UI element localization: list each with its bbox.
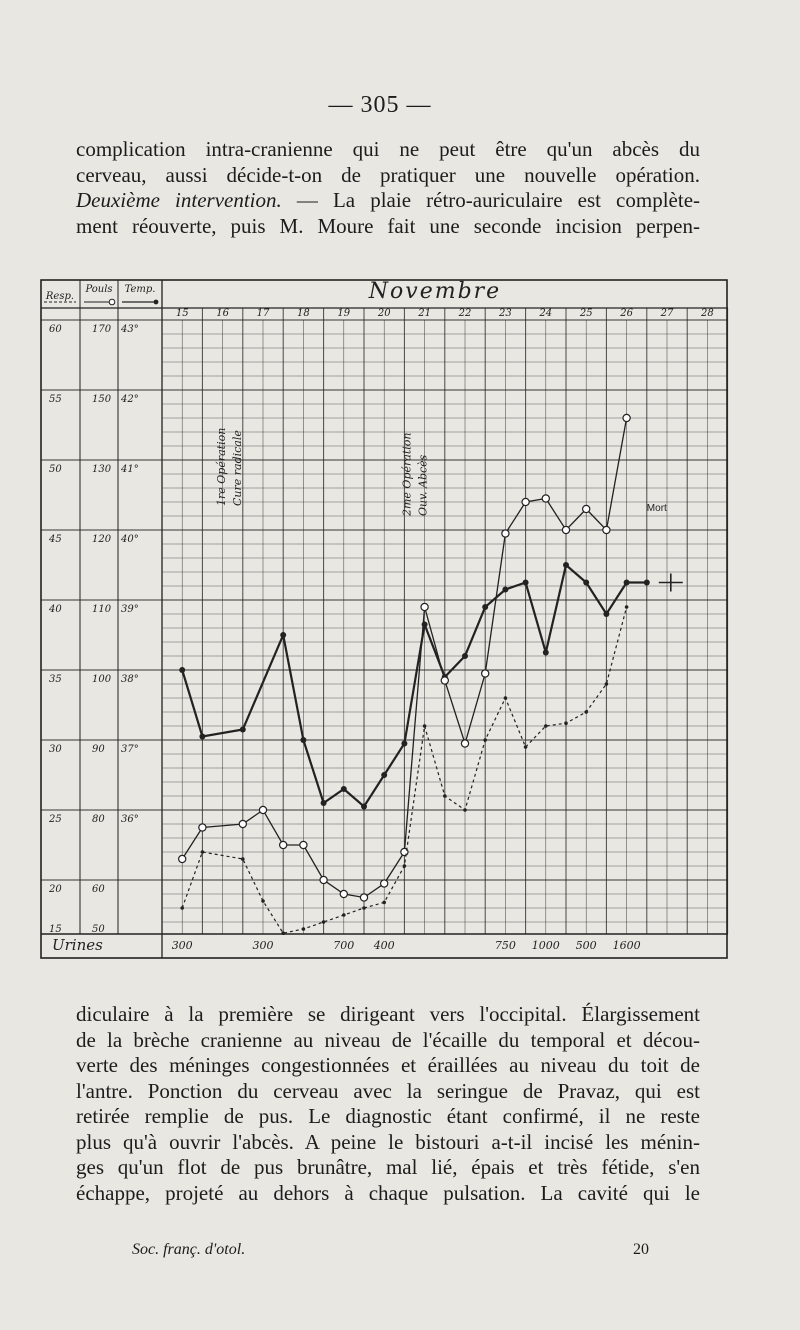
pouls-tick-label: 100 [92,674,112,685]
day-label: 27 [660,308,674,319]
footer-signature-number: 20 [633,1241,649,1258]
resp-point [201,850,205,854]
pouls-tick-label: 90 [92,744,105,755]
temp-point [381,772,387,778]
resp-tick-label: 50 [49,464,62,475]
resp-point [423,724,427,728]
resp-point [625,605,629,609]
pouls-point [542,495,549,502]
chart-headers [44,279,714,319]
resp-tick-label: 25 [49,814,62,825]
pouls-point [280,841,287,848]
resp-point [382,901,386,905]
pouls-tick-label: 150 [92,394,112,405]
paragraph-line: diculaire à la première se dirigeant vers l'occipital. Élargissement [76,1002,700,1026]
pouls-point [381,880,388,887]
urines-value: 300 [252,939,274,952]
section-heading: Deuxième intervention. [76,188,282,212]
pouls-point [562,526,569,533]
urines-value: 1000 [531,939,560,952]
day-label: 26 [620,308,633,319]
day-label: 15 [175,308,189,319]
pouls-tick-label: 120 [92,534,112,545]
day-label: 17 [256,308,270,319]
paragraph-line [76,188,700,214]
temp-point [523,580,529,586]
pouls-point [259,806,266,813]
resp-tick-label: 35 [49,674,62,685]
temp-point [179,667,185,673]
resp-tick-label: 40 [49,604,62,615]
temp-point [361,804,367,810]
day-label: 28 [701,308,714,319]
day-label: 23 [499,308,512,319]
resp-point [302,927,306,931]
paragraph-line: de la brèche cranienne au niveau de l'écaille du temporal et décou- [76,1027,700,1052]
paragraph-line: complication intra-cranienne qui ne peut être qu'un abcès du [76,137,700,161]
temp-point [321,800,327,806]
temp-tick-label: 36° [121,814,139,825]
pouls-point [199,824,206,831]
paragraph-line: l'antre. Ponction du cerveau avec la seringue de Pravaz, qui est [76,1078,700,1103]
chart-axis-labels [48,324,139,935]
paragraph-top [76,137,700,239]
resp-point [403,864,407,868]
chart-series [179,414,650,935]
urines-label: Urines [52,936,103,954]
day-label: 24 [539,308,553,319]
pouls-tick-label: 50 [92,924,105,935]
resp-point [241,857,245,861]
resp-point [281,931,285,935]
pouls-point [623,414,630,421]
first-operation-label: Cure radicale [230,430,244,506]
pouls-point [179,855,186,862]
chart-annotations [215,428,683,592]
resp-point [605,682,609,686]
resp-point [443,794,447,798]
resp-tick-label: 45 [49,534,62,545]
paragraph-line: retirée remplie de pus. Le diagnostic étant confirmé, il ne reste [76,1104,700,1128]
pouls-point [461,740,468,747]
day-label: 22 [458,308,472,319]
resp-point [362,906,366,910]
resp-point [584,710,588,714]
second-operation-label: 2me Opération [400,432,414,516]
resp-point [322,920,326,924]
footer-journal: Soc. franç. d'otol. [132,1241,246,1258]
temp-tick-label: 41° [121,464,139,475]
urines-value: 400 [373,939,395,952]
temp-point [199,734,205,740]
resp-tick-label: 20 [49,884,62,895]
temp-point [462,653,468,659]
pouls-point [502,530,509,537]
paragraph-line: cerveau, aussi décide-t-on de pratiquer une nouvelle opération. [76,162,700,187]
page-number: — 305 — [328,92,432,118]
resp-tick-label: 60 [49,324,62,335]
temp-tick-label: 42° [121,394,139,405]
paragraph-line: verte des méninges congestionnées et éraillées au niveau du toit de [76,1053,700,1077]
pouls-point [340,890,347,897]
temp-point [300,737,306,743]
pouls-point [603,526,610,533]
pouls-tick-label: 80 [92,814,105,825]
resp-point [483,738,487,742]
paragraph-line: échappe, projeté au dehors à chaque pulsation. La cavité qui le [76,1180,700,1205]
chart-grid [41,280,728,958]
paragraph-line-rest: — La plaie rétro-auriculaire est complète- [281,188,701,212]
urines-value: 300 [171,939,193,952]
urines-row [52,936,641,954]
first-operation-label: 1re Opération [214,427,228,506]
pouls-legend-circle-icon [109,299,115,305]
paragraph-line: ges qu'un flot de pus brunâtre, mal lié, épais et très fétide, s'en [76,1155,700,1179]
temp-point [624,580,630,586]
death-label: Mort [646,503,667,515]
temp-legend-dot-icon [154,300,159,305]
temp-point [644,580,650,586]
pouls-point [583,505,590,512]
resp-point [463,808,467,812]
pouls-point [482,670,489,677]
chart-title: Novembre [368,279,502,304]
day-label: 21 [418,308,431,319]
resp-point [261,899,265,903]
resp-point [342,913,346,917]
temp-header: Temp. [124,284,156,295]
pouls-point [421,603,428,610]
resp-point [504,696,508,700]
resp-tick-label: 30 [49,744,62,755]
resp-header: Resp. [45,291,75,302]
day-label: 16 [216,308,229,319]
pouls-point [441,677,448,684]
resp-point [180,906,184,910]
temp-point [240,727,246,733]
temp-point [543,650,549,656]
temp-point [603,611,609,617]
resp-point [544,724,548,728]
temp-tick-label: 38° [121,674,139,685]
temp-point [563,562,569,568]
resp-point [524,745,528,749]
resp-tick-label: 15 [49,924,62,935]
pouls-point [360,894,367,901]
urines-value: 750 [494,939,516,952]
day-label: 19 [337,308,351,319]
temp-point [401,741,407,747]
pouls-tick-label: 110 [92,604,112,615]
resp-tick-label: 55 [49,394,62,405]
temp-tick-label: 37° [121,744,139,755]
pouls-point [522,498,529,505]
series-line [182,565,647,807]
temp-tick-label: 43° [121,324,139,335]
paragraph-line: ment réouverte, puis M. Moure fait une seconde incision perpen- [76,213,700,238]
resp-point [564,721,568,725]
temperature-chart [40,268,730,960]
urines-value: 700 [333,939,355,952]
pouls-header: Pouls [85,284,113,295]
temp-point [502,587,508,593]
temp-tick-label: 40° [121,534,139,545]
temp-point [482,604,488,610]
pouls-tick-label: 60 [92,884,105,895]
temp-point [583,580,589,586]
pouls-point [239,820,246,827]
pouls-tick-label: 130 [92,464,112,475]
temp-tick-label: 39° [121,604,139,615]
day-label: 25 [579,308,593,319]
pouls-tick-label: 170 [92,324,112,335]
second-operation-label: Ouv. Abcès [416,454,430,516]
temp-point [341,786,347,792]
paragraph-line: plus qu'à ouvrir l'abcès. A peine le bistouri a-t-il incisé les ménin- [76,1129,700,1154]
temp-point [280,632,286,638]
pouls-point [300,841,307,848]
paragraph-bottom [76,1002,700,1206]
urines-value: 1600 [612,939,641,952]
day-label: 20 [377,308,391,319]
day-label: 18 [297,308,310,319]
pouls-point [320,876,327,883]
urines-value: 500 [575,939,597,952]
